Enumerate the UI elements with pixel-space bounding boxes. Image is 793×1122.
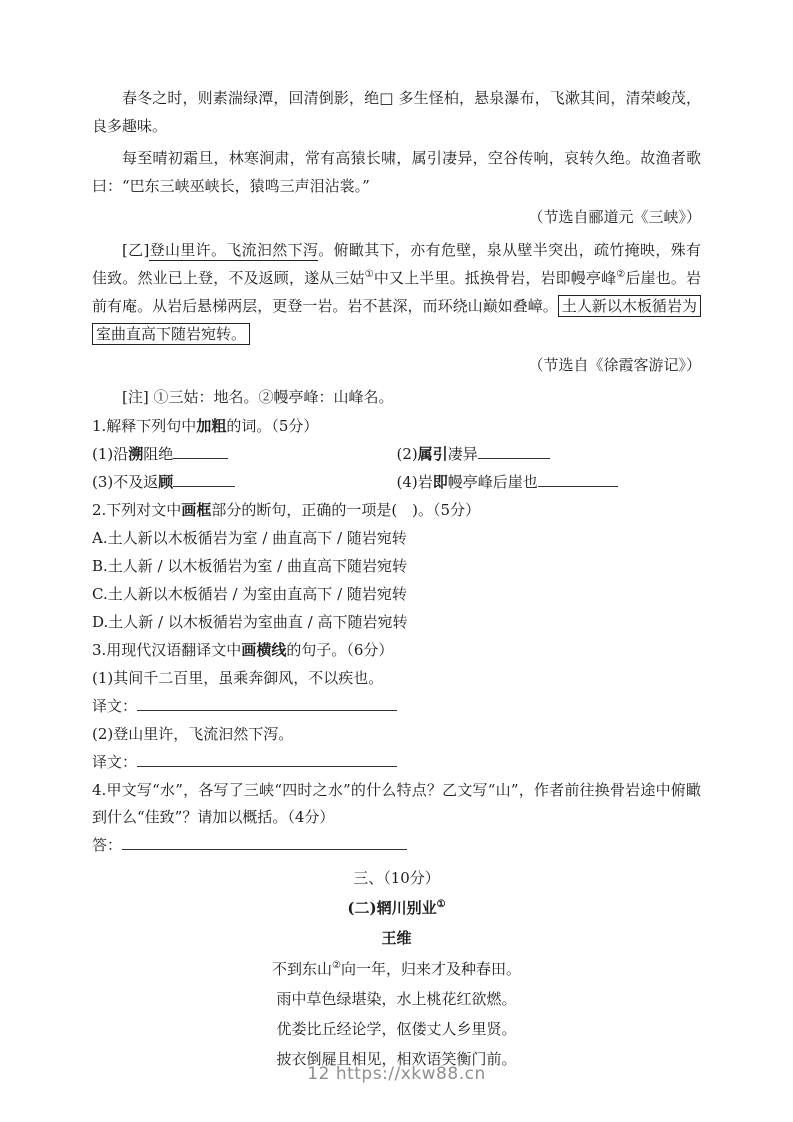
footnote-marker-1: ① (364, 269, 374, 280)
passage-jia-p2-text: 每至晴初霜旦，林寒涧肃，常有高猿长啸，属引凄异，空谷传响，哀转久绝。故渔者歌曰：“巴东三峡巫峡长，猿鸣三声泪沾裳。” (92, 149, 701, 195)
passage-yi-boxed-sentence: 土人新以木板循岩为室曲直高下随岩宛转。 (92, 295, 701, 345)
poem-title-text: (二)辋川别业 (347, 899, 437, 917)
passage-jia-paragraph-2 (92, 144, 701, 200)
poem-line-1-post: 向一年，归来才及种春田。 (340, 960, 521, 978)
q1-item-3 (92, 469, 397, 496)
section-3-heading: 三、（10分） (353, 869, 440, 887)
poem-line-2: 雨中草色绿堪染，水上桃花红欲燃。 (276, 990, 517, 1008)
q2-option-d: D.土人新 / 以木板循岩为室曲直 / 高下随岩宛转 (92, 613, 408, 631)
q1-item-1-post: 阻绝 (143, 445, 174, 463)
q3-sentence-2: (2)登山里许，飞流汩然下泻。 (92, 725, 294, 743)
question-1-row-1 (92, 441, 701, 468)
passage-yi-source: （节选自《徐霞客游记》） (528, 356, 701, 374)
page-number: 12 (307, 1064, 330, 1084)
q3-stem-bold: 画横线 (241, 641, 287, 659)
q2-stem-pre: 2.下列对文中 (92, 501, 182, 519)
poem-line-1-pre: 不到东山 (272, 960, 333, 978)
q3-translation-1-label: 译文： (92, 697, 138, 715)
q1-item-2-post: 凄异 (447, 445, 478, 463)
q1-item-2-pre: (2) (396, 445, 418, 463)
question-1-row-2 (92, 469, 701, 496)
q2-option-a: A.土人新以木板循岩为室 / 曲直高下 / 随岩宛转 (92, 529, 407, 547)
poem-author: 王维 (381, 929, 412, 947)
question-3-stem (92, 637, 701, 664)
q1-item-1-pre: (1)沿 (92, 445, 129, 463)
poem-line-3: 优娄比丘经论学，伛偻丈人乡里贤。 (276, 1020, 517, 1038)
q2-option-c: C.土人新以木板循岩 / 为室由直高下 / 随岩宛转 (92, 585, 407, 603)
footnote-marker-2: ② (616, 269, 626, 280)
footer-url: https://xkw88.cn (335, 1064, 486, 1084)
q4-answer-line (92, 832, 701, 859)
page-footer (0, 1064, 793, 1084)
q2-stem-bold: 画框 (181, 501, 212, 519)
q1-item-2-answer-blank (478, 443, 550, 459)
q4-answer-blank (122, 834, 407, 850)
poem-line-1-footnote-marker: ② (332, 960, 341, 971)
q1-item-1-bold: 溯 (128, 445, 144, 463)
question-1-stem (92, 413, 701, 440)
q3-translation-1-blank (137, 695, 397, 711)
q1-item-3-pre: (3)不及返 (92, 473, 159, 491)
q1-item-1-answer-blank (173, 443, 228, 459)
question-4-stem: 4.甲文写“水”，各写了三峡“四时之水”的什么特点？乙文写“山”，作者前往换骨岩途中俯瞰到什么“佳致”？请加以概括。（4分） (92, 781, 701, 826)
q2-stem-post: 部分的断句，正确的一项是( )。（5分） (211, 501, 481, 519)
passage-jia-source: （节选自郦道元《三峡》） (528, 208, 701, 226)
poem-title-footnote-marker: ① (436, 899, 446, 910)
q1-item-2-bold: 属引 (417, 445, 448, 463)
q1-item-1 (92, 441, 397, 468)
q1-stem-post: 的词。（5分） (226, 417, 319, 435)
q1-item-4-bold: 即 (432, 473, 448, 491)
question-2-stem (92, 497, 701, 524)
q3-translation-2-blank (137, 751, 397, 767)
q2-option-b: B.土人新 / 以木板循岩为室 / 曲直高下随岩宛转 (92, 557, 407, 575)
q3-stem-pre: 3.用现代汉语翻译文中 (92, 641, 242, 659)
q3-translation-1 (92, 693, 701, 720)
q1-item-3-answer-blank (173, 471, 235, 487)
q1-item-4-answer-blank (538, 471, 618, 487)
passage-yi-label: [乙] (122, 241, 150, 259)
passage-jia-paragraph-1 (92, 84, 701, 140)
poem-title (92, 894, 701, 922)
q4-answer-label: 答： (92, 836, 123, 854)
q3-sentence-1: (1)其间千二百里，虽乘奔御风，不以疾也。 (92, 669, 384, 687)
q1-item-4-post: 幔亭峰后崖也 (447, 473, 538, 491)
passage-yi-underlined-sentence: 登山里许。飞流汩然下泻 (149, 241, 319, 259)
poem-line-1 (92, 954, 701, 984)
q1-stem-pre: 1.解释下列句中 (92, 417, 197, 435)
q3-stem-post: 的句子。（6分） (286, 641, 394, 659)
footnotes-line: [注] ①三姑：地名。②幔亭峰：山峰名。 (122, 388, 394, 406)
passage-yi-paragraph (92, 236, 701, 348)
q1-stem-bold: 加粗 (196, 417, 227, 435)
passage-jia-p1-text: 春冬之时，则素湍绿潭，回清倒影，绝□ 多生怪柏，悬泉瀑布，飞漱其间，清荣峻茂，良多趣味。 (92, 89, 701, 135)
q1-item-4 (397, 469, 702, 496)
q3-translation-2 (92, 749, 701, 776)
q3-translation-2-label: 译文： (92, 753, 138, 771)
q1-item-2 (397, 441, 702, 468)
q1-item-4-pre: (4)岩 (396, 473, 433, 491)
q1-item-3-bold: 顾 (158, 473, 174, 491)
passage-yi-text-3: 后崖也。岩前有庵。从岩后悬梯两层，更登一岩。岩不甚深，而环绕山巅如叠嶂。 (92, 269, 701, 315)
passage-yi-text-1: 。俯瞰其下，亦有危壁，泉从壁半突出，疏竹掩映，殊有佳致。然业已上登，不及返顾，遂从三姑 (92, 241, 701, 287)
poem-line-4: 披衣倒屣且相见，相欢语笑衡门前。 (276, 1050, 517, 1068)
passage-yi-text-2: 中又上半里。抵换骨岩，岩即幔亭峰 (373, 269, 617, 287)
